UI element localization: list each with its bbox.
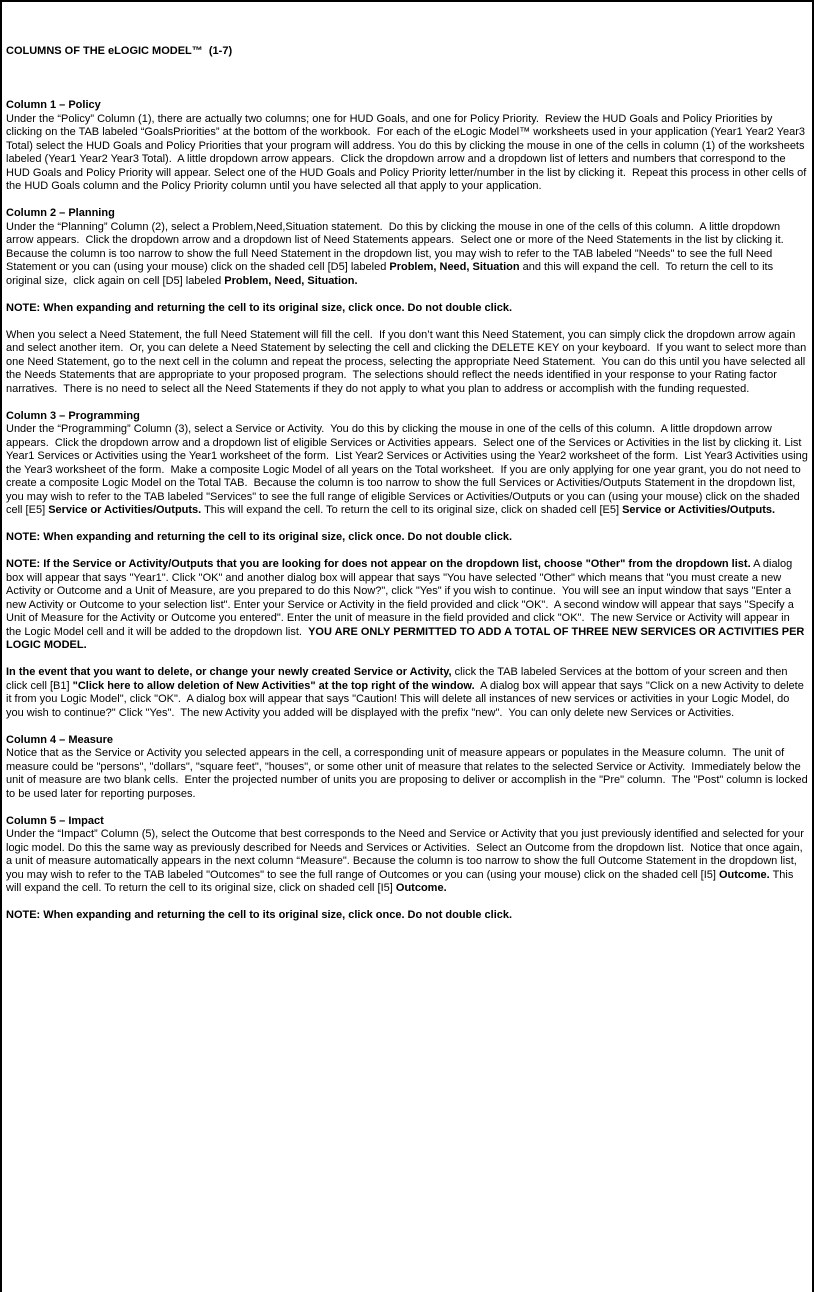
section-heading: Column 5 – Impact bbox=[6, 814, 104, 827]
text-run: Outcome. bbox=[395, 882, 447, 894]
text-run: Under the “Policy” Column (1), there are actually two columns; one for HUD Goals, and one for Policy Priority. Review the HUD Goals and Policy Priorities by clicking on the TAB labeled “GoalsPriorities” at the bottom of the workbook. For each of the eLogic Model™ worksheets used in your application (Year1 Year2 Year3 Total) select the HUD Goals and Policy Priorities that your program will address. You do this by clicking the mouse in one of the cells in column (1) of the worksheets labeled (Year1 Year2 Year3 Total). A little dropdown arrow appears. Click the dropdown arrow and a dropdown list of letters and numbers that correspond to the HUD Goals and Policy Priority will appear. Select one of the HUD Goals and Policy Priority letter/number in the list by clicking it. Repeat this process in other cells of the HUD Goals column and the Policy Priority column until you have selected all that apply to your application. bbox=[6, 112, 810, 192]
paragraph bbox=[6, 221, 808, 289]
text-run: In the event that you want to delete, or change your newly created Service or Activity, bbox=[6, 666, 452, 678]
text-run: Notice that as the Service or Activity you selected appears in the cell, a corresponding unit of measure appears or populates in the Measure column. The unit of measure could be "persons", "dollars", "square feet", "houses", or some other unit of measure that relates to the selected Service or Activity. Immediately below the unit of measure are two blank cells. Enter the projected number of units you are proposing to deliver or accomplish in the "Pre" column. The "Post" column is locked to be used later for reporting purposes. bbox=[6, 747, 811, 800]
paragraph bbox=[6, 909, 808, 923]
text-run: Under the “Planning” Column (2), select a Problem,Need,Situation statement. Do this by clicking the mouse in one of the cells of this column. A little dropdown arrow appears. Click the dropdown arrow and a dropdown list of Need Statements appears. Select one or more of the Need Statements in the list by clicking it. Because the column is too narrow to show the full Need Statement in the dropdown list, you may wish to refer to the TAB labeled "Needs" to see the full Need Statement or you can (using your mouse) click on the shaded cell [D5] labeled bbox=[6, 220, 790, 273]
paragraph bbox=[6, 329, 808, 397]
section bbox=[6, 815, 808, 923]
text-run: YOU ARE ONLY PERMITTED TO ADD A TOTAL OF THREE NEW SERVICES OR ACTIVITIES PER LOGIC MODEL. bbox=[6, 625, 808, 651]
section-heading: Column 4 – Measure bbox=[6, 733, 113, 746]
text-run: NOTE: When expanding and returning the cell to its original size, click once. Do not double click. bbox=[6, 909, 513, 921]
section bbox=[6, 207, 808, 396]
text-run: This will expand the cell. To return the cell to its original size, click on shaded cell [E5] bbox=[201, 504, 623, 516]
text-run: and this will expand the cell. To return the cell to its original size, click again on cell [D5] labeled bbox=[6, 261, 777, 287]
paragraph bbox=[6, 113, 808, 194]
section-heading: Column 3 – Programming bbox=[6, 409, 140, 422]
text-run: "Click here to allow deletion of New Activities" at the top right of the window. bbox=[72, 679, 475, 692]
paragraph bbox=[6, 558, 808, 653]
text-run: click the TAB labeled Services at the bottom of your screen and then click cell [B1] bbox=[6, 666, 791, 692]
paragraph bbox=[6, 747, 811, 801]
section bbox=[6, 733, 811, 802]
paragraph bbox=[6, 423, 811, 518]
text-run: This will expand the cell. To return the cell to its original size, click on shaded cell [I5] bbox=[6, 868, 797, 894]
text-run: Service or Activities/Outputs. bbox=[622, 504, 776, 516]
text-run: NOTE: When expanding and returning the cell to its original size, click once. Do not double click. bbox=[6, 301, 513, 314]
section-heading: Column 2 – Planning bbox=[6, 207, 115, 219]
text-run: A dialog box will appear that says "Year1". Click "OK" and another dialog box will appear that says "You have selected "Other" which means that "you must create a new Activity or Outcome and a Unit of Measure, are you prepared to do this Now?", click "Yes" if you wish to continue. You will see an input window that says "Enter a new Activity or Outcome to your selection list". Enter your Service or Activity in the field provided and click "OK". A second window will appear that says "Specify a Unit of Measure for the Activity or Outcome you entered". Enter the unit of measure in the field provided and click "OK". The new Service or Activity will appear in the Logic Model cell and it will be added to the dropdown list. bbox=[6, 558, 797, 638]
text-run: Under the “Impact” Column (5), select the Outcome that best corresponds to the Need and Service or Activity that you just previously identified and selected for your logic model. Do this the same way as previously described for Needs and Services or Activities. Select an Outcome from the dropdown list. Notice that once again, a unit of measure automatically appears in the next column “Measure". Because the column is too narrow to show the full Outcome Statement in the dropdown list, you may wish to refer to the TAB labeled "Outcomes" to see the full range of Outcomes or you can (using your mouse) click on the shaded cell [I5] bbox=[6, 828, 807, 881]
text-run: Problem, Need, Situation bbox=[389, 261, 520, 273]
section bbox=[6, 409, 811, 721]
text-run: When you select a Need Statement, the full Need Statement will fill the cell. If you don’t want this Need Statement, you can simply click the dropdown arrow again and select another item. Or, you can delete a Need Statement by selecting the cell and clicking the DELETE KEY on your keyboard. If you want to select more than one Need Statement, go to the next cell in the column and repeat the process, selecting the appropriate Need Statement. You can do this until you have selected all the Needs Statements that are appropriate to your proposed program. The selections should reflect the needs identified in your response to your Rating factor narratives. There is no need to select all the Need Statements if they do not apply to what you plan to address or accomplish with the funding requested. bbox=[6, 328, 810, 395]
section-heading: Column 1 – Policy bbox=[6, 99, 101, 111]
paragraph bbox=[6, 828, 808, 896]
paragraph bbox=[6, 531, 808, 545]
text-run: Outcome. bbox=[718, 868, 770, 881]
text-run: NOTE: If the Service or Activity/Outputs that you are looking for does not appear on the dropdown list, choose "Other" from the dropdown list. bbox=[6, 558, 751, 570]
document-sections bbox=[6, 99, 811, 923]
document-title: COLUMNS OF THE eLOGIC MODEL™ (1-7) bbox=[6, 45, 233, 57]
text-run: Problem, Need, Situation. bbox=[224, 274, 358, 287]
paragraph bbox=[6, 302, 808, 316]
text-run: Under the “Programming” Column (3), select a Service or Activity. You do this by clicking the mouse in one of the cells of this column. A little dropdown arrow appears. Click the dropdown arrow and a dropdown list of eligible Services or Activities appears. Select one of the Services or Activities in the list by clicking it. List Year1 Services or Activities using the Year1 worksheet of the form. List Year2 Services or Activities using the Year2 worksheet of the form. List Year3 Activities using the Year3 worksheet of the form. Make a composite Logic Model of all years on the Total worksheet. If you are only applying for one year grant, you do not need to create a composite Logic Model on the Total TAB. Because the column is too narrow to show the full Services or Activities/Outputs Statement in the dropdown list, you may wish to refer to the TAB labeled "Services" to see the full range of eligible Services or Activities/Outputs or you can (using your mouse) click on the shaded cell [E5] bbox=[6, 423, 811, 516]
text-run: A dialog box will appear that says "Click on a new Activity to delete it from you Logic Model", click "OK". A dialog box will appear that says "Caution! This will delete all instances of new services or activities in your Logic Model, do you wish to continue?" Click "Yes". The new Activity you added will be displayed with the prefix "new". You can only delete new Services or Activities. bbox=[6, 679, 807, 719]
section bbox=[6, 99, 808, 194]
text-run: NOTE: When expanding and returning the cell to its original size, click once. Do not double click. bbox=[6, 531, 513, 543]
paragraph bbox=[6, 666, 808, 720]
text-run: Service or Activities/Outputs. bbox=[48, 504, 202, 516]
